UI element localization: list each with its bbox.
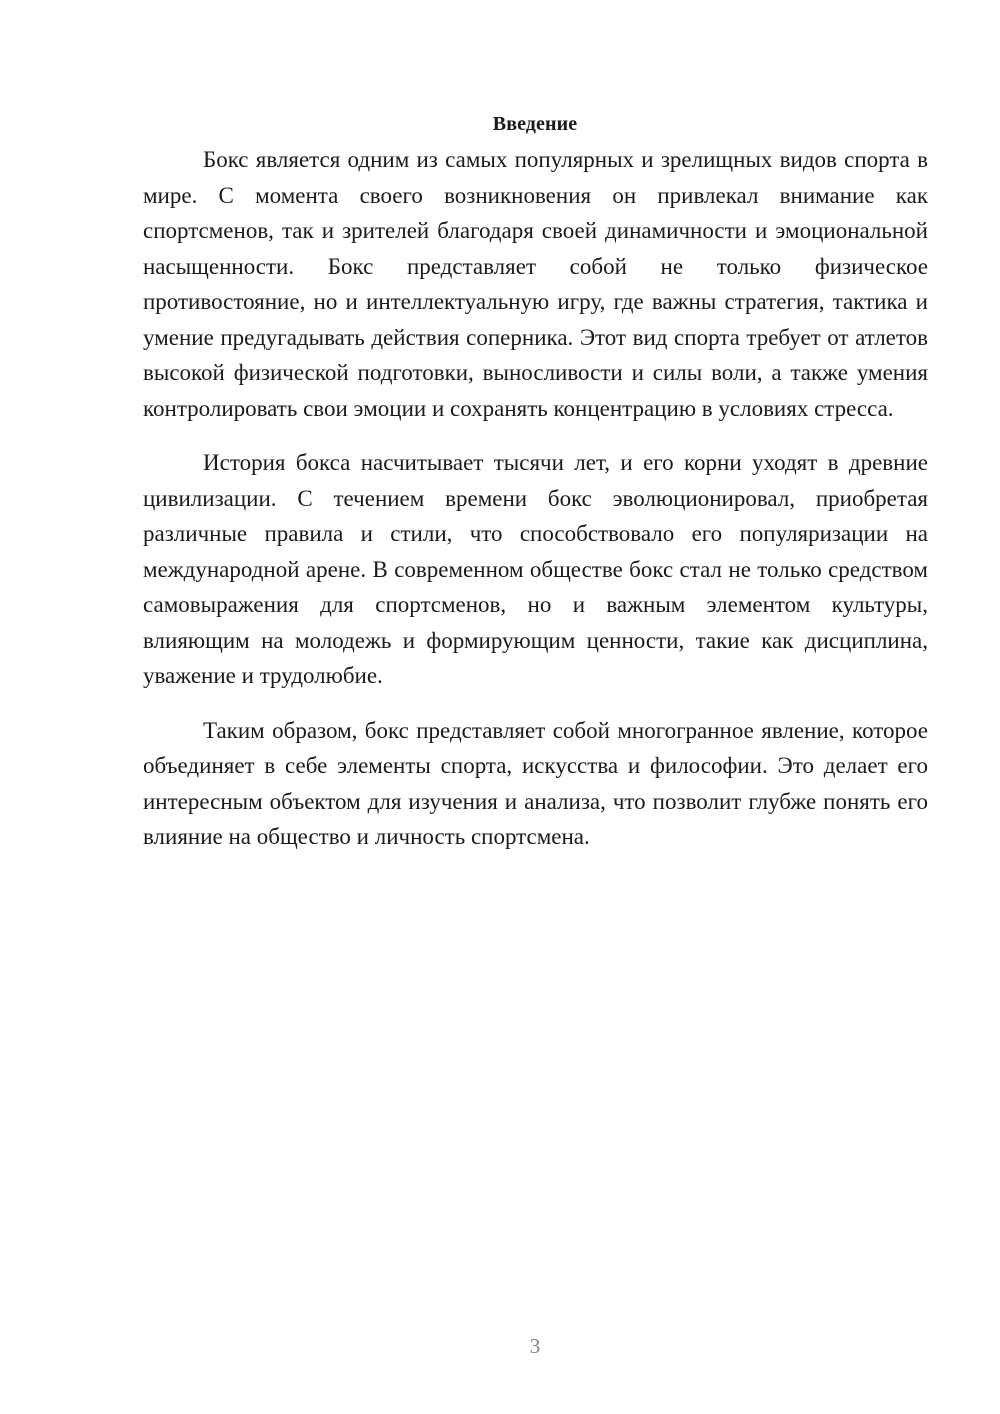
paragraph-2: История бокса насчитывает тысячи лет, и его корни уходят в древние цивилизации. С течением времени бокс эволюционировал, приобретая различные правила и стили, что способствовало его популяризации на международной арене. В современном обществе бокс стал не только средством самовыражения для спортсменов, но и важным элементом культуры, влияющим на молодежь и формирующим ценности, такие как дисциплина, уважение и трудолюбие.: [143, 450, 928, 688]
paragraph-3: Таким образом, бокс представляет собой многогранное явление, которое объединяет в себе элементы спорта, искусства и философии. Это делает его интересным объектом для изучения и анализа, что позволит глубже понять его влияние на общество и личность спортсмена.: [143, 717, 928, 849]
page-number: 3: [529, 1334, 541, 1358]
body-text: [143, 142, 928, 855]
section-heading: Введение: [492, 113, 578, 136]
paragraph-1: Бокс является одним из самых популярных и зрелищных видов спорта в мире. С момента своего возникновения он привлекал внимание как спортсменов, так и зрителей благодаря своей динамичности и эмоциональной насыщенности. Бокс представляет собой не только физическое противостояние, но и интеллектуальную игру, где важны стратегия, тактика и умение предугадывать действия соперника. Этот вид спорта требует от атлетов высокой физической подготовки, выносливости и силы воли, а также умения контролировать свои эмоции и сохранять концентрацию в условиях стресса.: [143, 147, 928, 421]
